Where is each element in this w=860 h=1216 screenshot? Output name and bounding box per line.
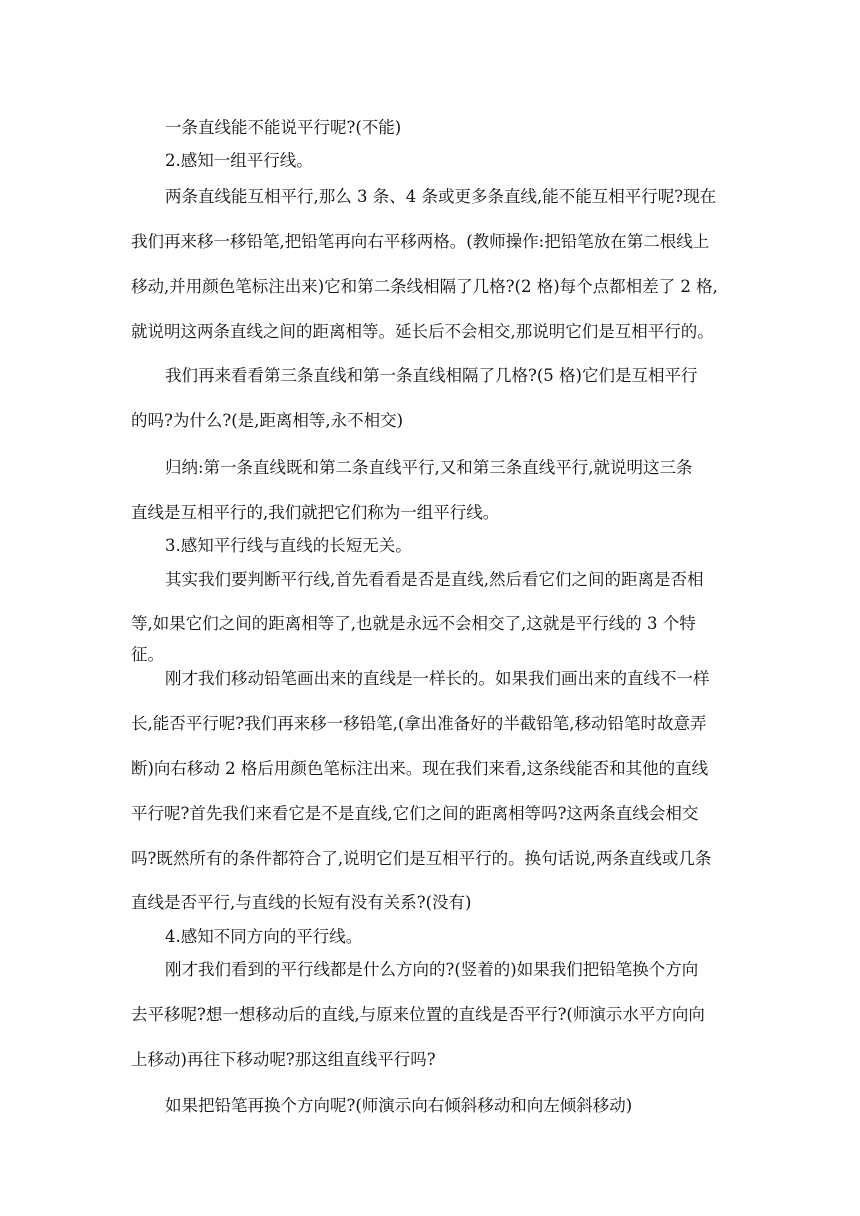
text-line: 吗?既然所有的条件都符合了,说明它们是互相平行的。换句话说,两条直线或几条 [131,849,712,868]
section-heading: 4.感知不同方向的平行线。 [165,927,363,946]
text-line: 其实我们要判断平行线,首先看看是否是直线,然后看它们之间的距离是否相 [165,570,704,589]
text-line: 移动,并用颜色笔标注出来)它和第二条线相隔了几格?(2 格)每个点都相差了 2 格, [131,277,718,296]
text-line: 归纳:第一条直线既和第二条直线平行,又和第三条直线平行,就说明这三条 [165,458,693,477]
text-line: 就说明这两条直线之间的距离相等。延长后不会相交,那说明它们是互相平行的。 [131,322,714,341]
text-line: 两条直线能互相平行,那么 3 条、4 条或更多条直线,能不能互相平行呢?现在 [165,187,717,206]
text-line: 征。 [131,645,164,664]
text-line: 一条直线能不能说平行呢?(不能) [165,118,402,137]
text-line: 长,能否平行呢?我们再来移一移铅笔,(拿出准备好的半截铅笔,移动铅笔时故意弄 [131,714,707,733]
section-heading: 3.感知平行线与直线的长短无关。 [165,536,412,555]
text-line: 刚才我们移动铅笔画出来的直线是一样长的。如果我们画出来的直线不一样 [165,669,710,688]
text-line: 我们再来移一移铅笔,把铅笔再向右平移两格。(教师操作:把铅笔放在第二根线上 [131,232,710,251]
text-line: 直线是否平行,与直线的长短有没有关系?(没有) [131,893,472,912]
text-line: 我们再来看看第三条直线和第一条直线相隔了几格?(5 格)它们是互相平行 [165,366,698,385]
text-line: 去平移呢?想一想移动后的直线,与原来位置的直线是否平行?(师演示水平方向向 [131,1005,705,1024]
text-line: 断)向右移动 2 格后用颜色笔标注出来。现在我们来看,这条线能否和其他的直线 [131,759,709,778]
section-heading: 2.感知一组平行线。 [165,151,313,170]
text-line: 上移动)再往下移动呢?那这组直线平行吗? [131,1050,436,1069]
text-line: 刚才我们看到的平行线都是什么方向的?(竖着的)如果我们把铅笔换个方向 [165,960,699,979]
text-line: 平行呢?首先我们来看它是不是直线,它们之间的距离相等吗?这两条直线会相交 [131,804,699,823]
text-line: 等,如果它们之间的距离相等了,也就是永远不会相交了,这就是平行线的 3 个特 [131,614,696,633]
text-line: 的吗?为什么?(是,距离相等,永不相交) [131,411,404,430]
text-line: 直线是互相平行的,我们就把它们称为一组平行线。 [131,503,500,522]
text-line: 如果把铅笔再换个方向呢?(师演示向右倾斜移动和向左倾斜移动) [165,1096,633,1115]
